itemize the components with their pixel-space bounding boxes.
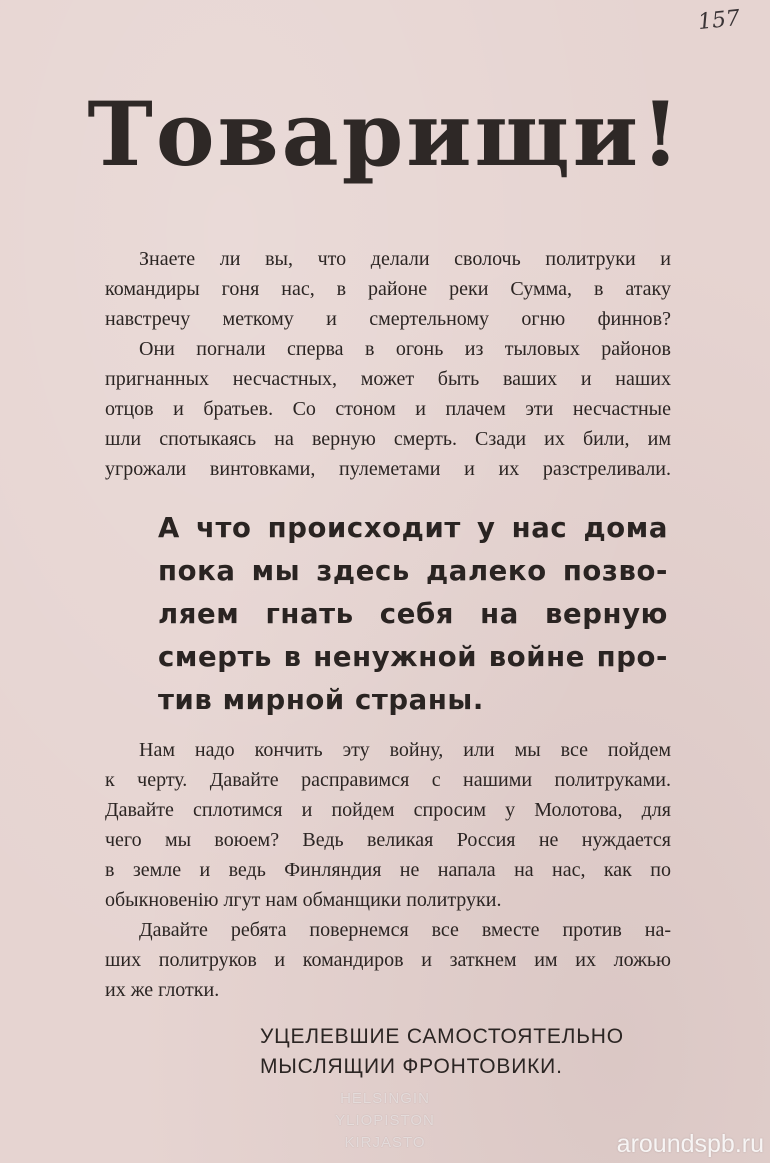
paragraph-3 [105, 735, 671, 915]
paragraph-3-line: к черту. Давайте расправимся с нашими политруками. [105, 769, 671, 791]
paragraph-2-line: отцов и братьев. Со стоном и плачем эти несчастные [105, 398, 671, 420]
paragraph-3-line: обыкновенiю лгут нам обманщики политруки. [105, 889, 502, 911]
paragraph-1-line: Знаете ли вы, что делали сволочь политруки и [139, 248, 671, 270]
paragraph-4-line: Давайте ребята повернемся все вместе против на- [139, 919, 671, 941]
emphasis-line: смерть в ненужной войне про- [158, 641, 668, 673]
paragraph-1-line: навстречу меткому и смертельному огню финнов? [105, 308, 671, 330]
paragraph-1-line: командиры гоня нас, в районе реки Сумма, в атаку [105, 278, 671, 300]
site-watermark: aroundspb.ru [616, 1130, 764, 1158]
paragraph-2-line: угрожали винтовками, пулеметами и их разстреливали. [105, 458, 671, 480]
signature-line-1: УЦЕЛЕВШИЕ САМОСТОЯТЕЛЬНО [260, 1025, 624, 1048]
emphasis-line: тив мирной страны. [158, 684, 484, 716]
stamp-line: HELSINGIN [340, 1090, 430, 1107]
paragraph-3-line: Давайте сплотимся и пойдем спросим у Молотова, для [105, 799, 671, 821]
emphasis-line: А что происходит у нас дома [158, 512, 668, 544]
paragraph-4-line: ших политруков и командиров и заткнем им их ложью [105, 949, 671, 971]
paragraph-4-line: их же глотки. [105, 979, 220, 1001]
stamp-line: KIRJASTO [344, 1134, 426, 1151]
emphasis-line: ляем гнать себя на верную [158, 598, 668, 630]
paragraph-4 [105, 915, 671, 1005]
emphasis-block [158, 507, 668, 722]
page-title: Товарищи! [87, 82, 683, 186]
archive-number: 157 [696, 5, 742, 36]
signature [260, 1022, 680, 1082]
signature-line-2: МЫСЛЯЩИИ ФРОНТОВИКИ. [260, 1055, 563, 1078]
paragraph-2-line: пригнанных несчастных, может быть ваших и наших [105, 368, 671, 390]
emphasis-line: пока мы здесь далеко позво- [158, 555, 668, 587]
paragraph-2 [105, 334, 671, 484]
paragraph-1 [105, 244, 671, 334]
paragraph-3-line: чего мы воюем? Ведь великая Россия не нуждается [105, 829, 671, 851]
paragraph-3-line: Нам надо кончить эту войну, или мы все пойдем [139, 739, 671, 761]
paragraph-3-line: в земле и ведь Финляндия не напала на нас, как по [105, 859, 671, 881]
paragraph-2-line: Они погнали сперва в огонь из тыловых районов [139, 338, 671, 360]
stamp-line: YLIOPISTON [335, 1112, 435, 1129]
library-stamp [330, 1088, 440, 1154]
paragraph-2-line: шли спотыкаясь на верную смерть. Сзади их били, им [105, 428, 671, 450]
